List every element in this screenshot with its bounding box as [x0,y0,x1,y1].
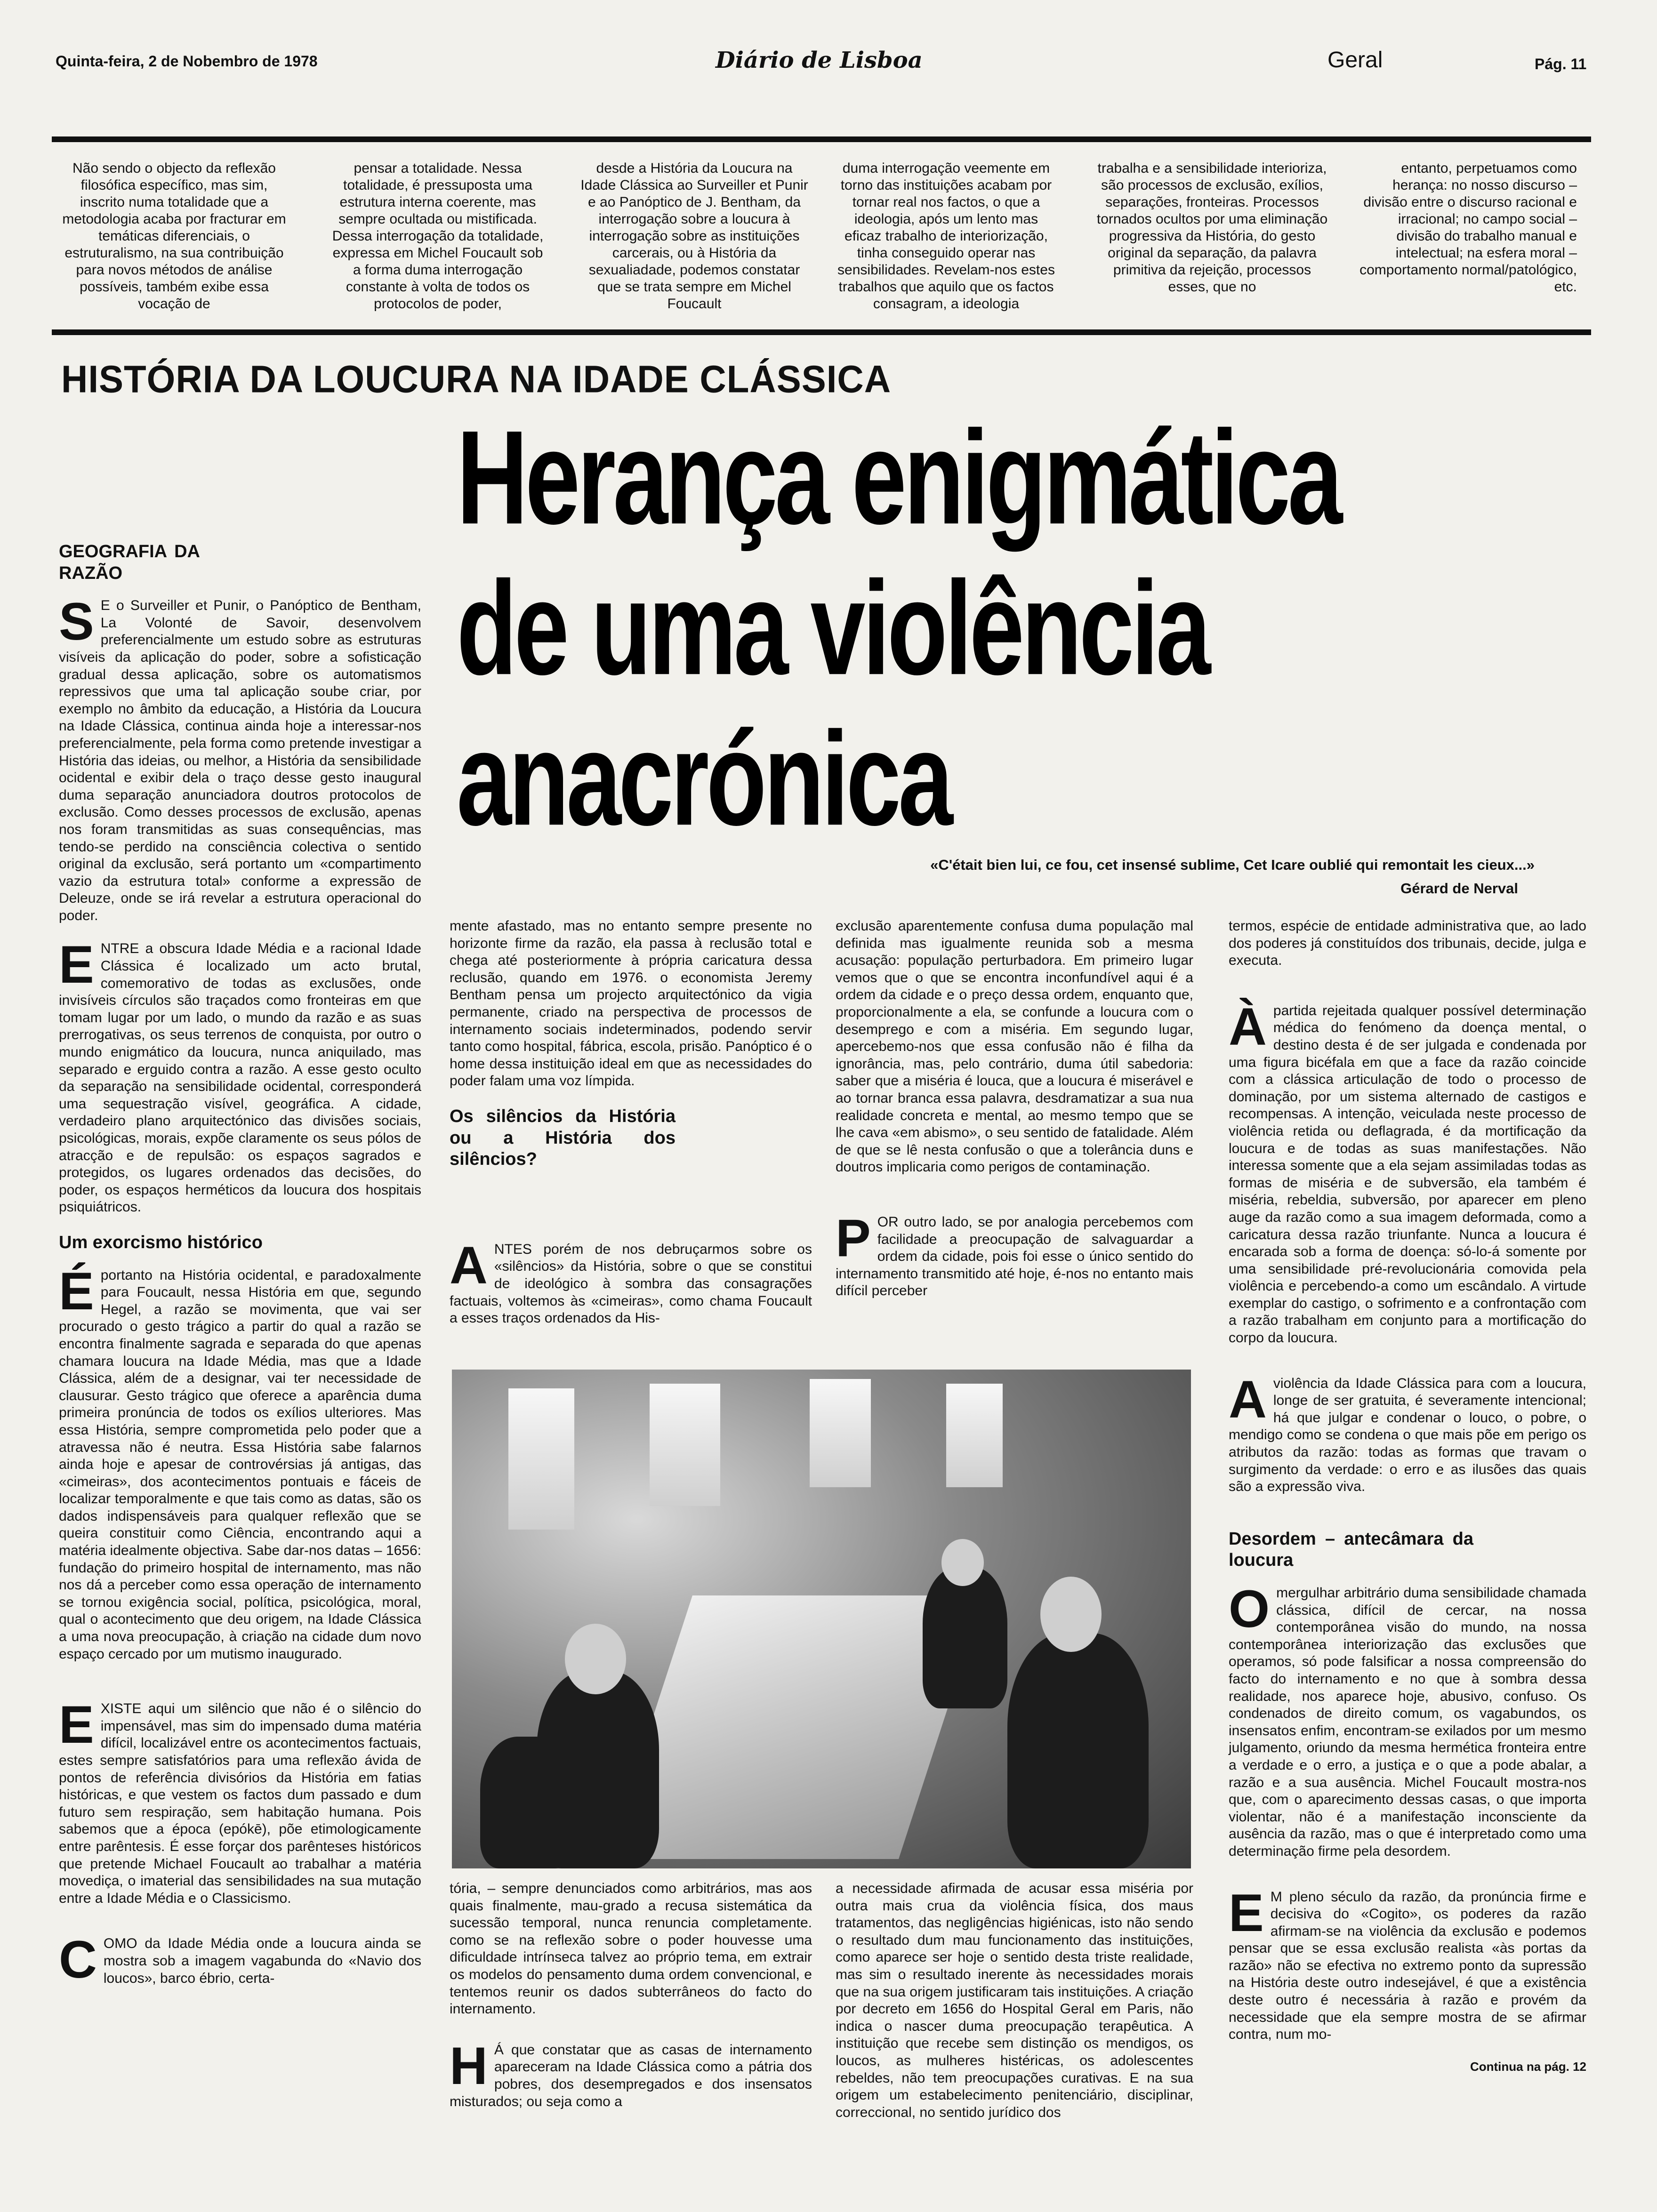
drop-cap: O [1229,1579,1270,1638]
section-title: HISTÓRIA DA LOUCURA NA IDADE CLÁSSICA [61,357,892,401]
epigraph-author: Gérard de Nerval [1400,880,1518,897]
drop-cap: C [59,1930,97,1989]
paragraph: ENTRE a obscura Idade Média e a racional Idade Clássica é localizado um acto brutal, comemorativo de todas as exclusões, onde invisíveis círculos são traçados como fronteiras em que tomam lugar por um lado, o mundo da razão e as suas prerrogativas, os seus terrenos de conquista, por outro o mundo enigmático da loucura, nunca aniquilado, mas separado e erguido contra a razão. A esse gesto oculto da separação na sensibilidade ocidental, corresponderá uma sequestração visível, geográfica. A cidade, verdadeiro plano arquitectónico das divisões sociais, psicológicas, morais, expõe claramente os seus pólos de atracção e de repulsão: os espaços sagrados e protegidos, os lugares ordenados das decisões, do poder, os espaços herméticos da loucura dos hospitais psiquiátricos. [59,935,421,1215]
photo-face [565,1624,626,1694]
paragraph: COMO da Idade Média onde a loucura ainda se mostra sob a imagem vagabunda do «Navio dos loucos», barco ébrio, certa- [59,1930,421,1989]
paragraph: POR outro lado, se por analogia percebemos com facilidade a preocupação de salvaguardar a ordem da cidade, pois foi esse o único sentido do internamento transmitido até hoje, é-nos no entanto mais difícil perceber [836,1208,1193,1299]
headline-line-2: de uma violência [457,553,1208,703]
paragraph: E M pleno século da razão, da pronúncia firme e decisiva do «Cogito», os poderes da razão afirmam-se na violência da exclusão e podemos pensar que se essa exclusão realista «às portas da razão» não se efectiva no extremo ponto da supressão na História deste outro indesejável, é que a existência deste outro é necessária à razão e provém da necessidade que ela sempre mostra de se afirmar contra, num mo- [1229,1883,1586,2043]
paragraph: Omergulhar arbitrário duma sensibilidade chamada clássica, difícil de cercar, na nossa contemporânea visão do mundo, na nossa contemporânea interiorização das exclusões que operamos, só pode falsificar a nossa compreensão do facto do internamento e no que à sombra dessa realidade, nos aparece hoje, abusivo, confuso. Os condenados de direito comum, os vagabundos, os insensatos enfim, encontram-se exilados por um mesmo julgamento, oriundo da mesma hermética fronteira entre a verdade e o erro, a justiça e o que a pode abalar, a razão e a sua ausência. Michel Foucault mostra-nos que, com o aparecimento dessas casas, o que importa violentar, não é a manifestação inconsciente da ausência da razão, mas o que é interpretado como uma determinação firme pela desordem. [1229,1579,1586,1859]
top-strip-col-1: Não sendo o objecto da reflexão filosófica específico, mas sim, inscrito numa totalidade que a metodologia acaba por fracturar em temáticas diferenciais, o estruturalismo, na sua contribuição para novos métodos de análise possíveis, também exibe essa vocação de [62,160,286,312]
photo-face [1040,1577,1102,1652]
issue-date: Quinta-feira, 2 de Nobembro de 1978 [56,53,318,70]
photo-figure [480,1737,574,1868]
section-name: Geral [1327,48,1383,72]
subhead-geografia: GEOGRAFIA DA RAZÃO [59,542,200,583]
top-strip-col-6: entanto, perpetuamos como herança: no nosso discurso – divisão entre o discurso racional e irracional; no campo social – divisão do trabalho manual e intelectual; na esfera moral – comportamento normal/patológico, etc. [1359,160,1577,295]
column-3-upper [836,918,1193,1316]
drop-cap: E [59,1695,94,1755]
subhead-silencios: Os silêncios da História ou a História dos silêncios? [450,1106,676,1170]
continued-on-page: Continua na pág. 12 [1470,2059,1586,2074]
top-strip-col-3: desde a História da Loucura na Idade Clássica ao Surveiller et Punir e ao Panóptico de J. Bentham, da interrogação sobre a loucura à interrogação sobre as instituições carcerais, ou à História da sexualiadade, podemos constatar que se trata sempre em Michel Foucault [580,160,808,312]
drop-cap: A [1229,1370,1267,1429]
paragraph: Aviolência da Idade Clássica para com a loucura, longe de ser gratuita, é severamente intencional; há que julgar e condenar o louco, o pobre, o mendigo como se condena o que mais põe em perigo os atributos da razão: todas as formas que travam o surgimento da verdade: o erro e as ilusões das quais são a expressão viva. [1229,1370,1586,1495]
drop-cap: H [450,2036,488,2095]
top-strip-col-2: pensar a totalidade. Nessa totalidade, é pressuposta uma estrutura interna coerente, mas sempre ocultada ou mistificada. Dessa interrogação da totalidade, expressa em Michel Foucault sob a forma duma interrogação constante à volta de todos os protocolos de poder, [332,160,544,312]
drop-cap: E [59,935,94,994]
headline-line-1: Herança enigmática [457,402,1340,552]
masthead: Diário de Lisboa [716,47,923,73]
column-1 [59,541,421,2003]
drop-cap: E [1229,1883,1264,1942]
column-2-lower [450,1880,812,2126]
paragraph: ANTES porém de nos debruçarmos sobre os «silêncios» da História, sobre o que se constitui de ideológico à sombra das consagrações factuais, voltemos às «cimeiras», como chama Foucault a esses traços ordenados da His- [450,1235,812,1326]
paragraph: exclusão aparentemente confusa duma população mal definida mas igualmente reunida sob a mesma acusação: população perturbadora. Em primeiro lugar vemos que o que se encontra inconfundível aqui é a ordem da cidade e o preço dessa ordem, enquanto que, proporcionalmente a ela, se confunde a loucura com o desemprego e com a miséria. Em segundo lugar, apercebemo-nos que essa confusão não é filha da ignorância, mas, pelo contrário, duma útil sabedoria: saber que a miséria é louca, que a loucura é miserável e ao tornar branca essa palavra, desdramatizar a sua nua realidade concreta e mental, ao mesmo tempo que se lhe cava «em abismo», o seu sentido de fatalidade. Além de que se lê nesta confusão o que a tolerância duns e doutros implicaria como perigos de contaminação. [836,918,1193,1175]
drop-cap: S [59,592,94,651]
paragraph: tória, – sempre denunciados como arbitrários, mas aos quais finalmente, mau-grado a recusa sistemática da sucessão temporal, nunca renuncia completamente. como se na reflexão sobre o poder houvesse uma dificuldade intrínseca talvez ao próprio tema, em extrair os modelos do pensamento duma ordem convencional, e tentemos reunir os dados subterrâneos do facto do internamento. [450,1881,812,2017]
epigraph-quote: «C'était bien lui, ce fou, cet insensé sublime, Cet Icare oublié qui remontait les cieux...» [930,857,1535,873]
column-2-upper [450,918,812,1343]
top-strip-col-5: trabalha e a sensibilidade interioriza, são processos de exclusão, exílios, separações, fronteiras. Processos tornados ocultos por uma eliminação progressiva da História, do gesto original da separação, da palavra primitiva da rejeição, processos esses, que no [1096,160,1328,295]
drop-cap: P [836,1208,871,1267]
subhead-desordem: Desordem – antecâmara da loucura [1229,1529,1473,1571]
photo-window [650,1384,720,1506]
column-4 [1229,918,1586,2075]
page-number: Pág. 11 [1535,56,1587,72]
photo-window [946,1384,1003,1487]
paragraph: Àpartida rejeitada qualquer possível determinação médica do fenómeno da doença mental, o destino desta é de ser julgada e condenada por uma figura bicéfala em que a face da razão coincide com a clássica articulação de todo o processo de dominação, por um sistema alternado de castigos e recompensas. A intenção, veiculada neste processo de violência retida ou deflagrada, é da mortificação da loucura e de todas as suas manifestações. Não interessa somente que a ela sejam assimiladas todas as formas de miséria e de subversão, ela também é miséria, rebeldia, subversão, por aparecer em pleno auge da razão como a sua imagem deformada, como a caricatura dessa razão triunfante. Nunca a loucura é encarada sob a forma de doença: só-lo-á somente por uma sensibilidade pré-revolucionária comovida pela violência e percebendo-a como um escândalo. A virtude exemplar do castigo, o sofrimento e a confrontação com a razão trabalham em conjunto para a mortificação do corpo da loucura. [1229,997,1586,1346]
headline-line-3: anacrónica [457,704,950,853]
photo-figure [923,1567,1007,1708]
photo-face [941,1539,984,1586]
paragraph: S E o Surveiller et Punir, o Panóptico de Bentham, La Volonté de Savoir, desenvolvem preferencialmente um estudo sobre as estruturas visíveis da aplicação do poder, sobre a sofisticação gradual dessa aplicação, sobre os automatismos repressivos que uma tal aplicação soube criar, por exemplo no âmbito da educação, a História da Loucura na Idade Clássica, continua ainda hoje a interessar-nos preferencialmente, pela forma como pretende investigar a História das ideias, ou melhor, a História da sensibilidade ocidental e exibir dela o traço desse gesto inaugural duma separação anunciadora doutros protocolos de exclusão. Como desses processos de exclusão, apenas nos foram transmitidas as suas consequências, mas tendo-se perdido na consciência colectiva o sentido original da exclusão, será portanto um «compartimento vazio da estrutura total» conforme a expressão de Deleuze, onde se irá revelar a estrutura operacional do poder. [59,592,421,923]
paragraph: Éportanto na História ocidental, e paradoxalmente para Foucault, nessa História em que, segundo Hegel, a razão se movimenta, que vai ser procurado o gesto trágico a partir do qual a razão se encontra finalmente sagrada e separada do que apenas chamara loucura na Idade Média, mas que a Idade Clássica, além de a designar, vai ter necessidade de clausurar. Gesto trágico que oferece a aparência duma primeira pronúncia de todos os exílios ulteriores. Mas essa História, sempre comprometida pelo poder que a atravessa não é neutra. Essa História sabe falarnos ainda hoje e apesar de controvérsias já antigas, das «cimeiras», dos acontecimentos pontuais e fáceis de localizar temporalmente e que tais como as datas, são os dados indispensáveis para qualquer reflexão que se queira constituir como Ciência, encontrando aqui a matéria idealmente objectiva. Sabe dar-nos datas – 1656: fundação do primeiro hospital de internamento, mas não nos dá a perceber como essa operação de internamento se tornou exigência social, política, psicológica, moral, qual o acontecimento que deu origem, na Idade Clássica a uma nova preocupação, à criação na cidade dum novo espaço cercado por um mutismo inaugurado. [59,1261,421,1662]
paragraph: termos, espécie de entidade administrativa que, ao lado dos poderes já constituídos dos tribunais, decide, julga e executa. [1229,918,1586,969]
drop-cap: A [450,1235,488,1295]
paragraph: EXISTE aqui um silêncio que não é o silêncio do impensável, mas sim do impensado duma matéria difícil, localizável entre os acontecimentos factuais, estes sempre satisfatórios para uma reflexão ávida de pontos de referência divisórios da História em fatias históricas, e que vestem os factos dum passado e dum futuro sem respiração, sem habitação humana. Pois sabemos que a época (epókē), põe etimologicamente entre parêntesis. É esse forçar dos parênteses históricos que pretende Michael Foucault ao trabalhar a matéria movediça, o imaterial das sensibilidades na sua mutação entre a Idade Média e o Classicismo. [59,1695,421,1906]
top-strip-rule [52,329,1591,335]
subhead-exorcismo: Um exorcismo histórico [59,1232,263,1252]
paragraph: mente afastado, mas no entanto sempre presente no horizonte firme da razão, ela passa à reclusão total e chega até posteriormente à própria caricatura dessa reclusão, quando em 1976. o economista Jeremy Bentham pensa um projecto arquitectónico da vigia permanente, criado na perspectiva de processos de internamento sociais indeterminados, podendo servir tanto como hospital, fábrica, escola, prisão. Panóptico é o home dessa instituição ideal em que as necessidades do poder falam uma voz límpida. [450,918,812,1089]
column-3-lower [836,1880,1193,2137]
drop-cap: É [59,1261,94,1321]
drop-cap: À [1229,997,1267,1056]
headline [457,402,1539,853]
header-rule [52,136,1591,142]
photo-asylum-interior [452,1370,1191,1868]
top-strip-col-4: duma interrogação veemente em torno das instituições acabam por tornar real nos factos, o que a ideologia, após um lento mas eficaz trabalho de interiorização, tinha conseguido operar nas sensibilidades. Revelam-nos estes trabalhos que aquilo que os factos consagram, a ideologia [837,160,1055,312]
photo-window [508,1388,574,1530]
paragraph: a necessidade afirmada de acusar essa miséria por outra mais crua da violência física, dos maus tratamentos, das negligências higiénicas, isto não sendo o resultado dum mau funcionamento das instituições, como aparece ser hoje o sentido desta triste realidade, mas sim o resultado inerente às necessidades morais que na sua origem justificaram tais instituições. A criação por decreto em 1656 do Hospital Geral em Paris, não indica o nascer duma preocupação terapêutica. A instituição que recebe sem distinção os mendigos, os loucos, as mulheres histéricas, os adolescentes rebeldes, não tem preocupações curativas. E na sua origem um estabelecimento penitenciário, disciplinar, correccional, no sentido jurídico dos [836,1881,1193,2120]
photo-figure [1007,1633,1149,1868]
paragraph: H Á que constatar que as casas de internamento apareceram na Idade Clássica como a pátria dos pobres, dos desempregados e dos insensatos misturados; ou seja como a [450,2036,812,2109]
photo-window [810,1379,871,1487]
